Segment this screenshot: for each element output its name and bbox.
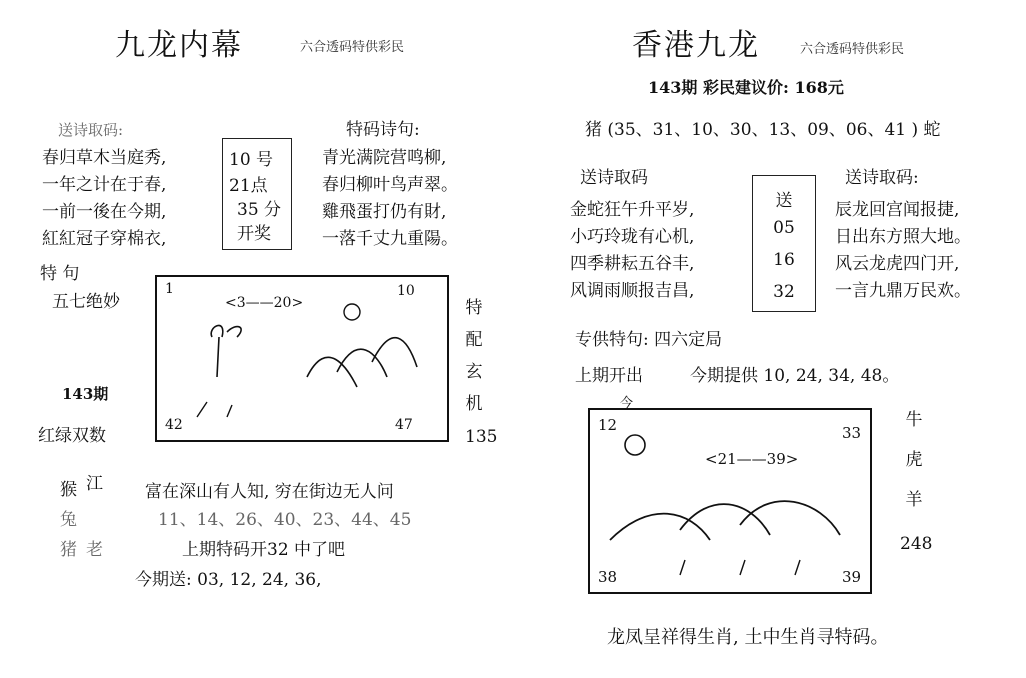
left-poem-header: 送诗取码: [58, 121, 124, 139]
poem-line: 雞飛蛋打仍有財, [322, 202, 447, 222]
vertical-char: 机 [465, 394, 483, 414]
left-sketch [155, 275, 449, 442]
special-verse: 五七绝妙 [52, 292, 120, 312]
this-issue-send: 今期送: 03, 12, 24, 36, [135, 570, 322, 590]
poem-line: 金蛇狂午升平岁, [570, 200, 695, 220]
draw-label: 开奖 [237, 224, 271, 244]
red-green-label: 红绿双数 [38, 426, 106, 446]
sketch-bottom-right: 47 [395, 417, 413, 433]
vertical-char: 虎 [905, 450, 923, 470]
poem-line: 辰龙回宫闻报捷, [835, 200, 960, 220]
send-label: 送 [775, 191, 793, 211]
side-word: 老 [86, 540, 103, 560]
sketch-drawing [590, 410, 870, 592]
sketch-top-right: 33 [842, 424, 862, 442]
special-poem-header: 特码诗句: [346, 120, 420, 140]
right-vertical-animals [902, 400, 926, 520]
vertical-char: 牛 [905, 410, 923, 430]
left-title: 九龙内幕 [115, 28, 243, 63]
left-poem [42, 148, 166, 256]
sketch-top-right: 10 [397, 283, 415, 299]
sketch-bottom-left: 38 [598, 568, 618, 586]
this-issue-offer: 今期提供 10, 24, 34, 48。 [690, 366, 900, 386]
sketch-range: <21——39> [705, 450, 799, 468]
right-poem-right [835, 200, 971, 308]
poem-line: 四季耕耘五谷丰, [570, 254, 695, 274]
send-number: 32 [773, 282, 795, 302]
send-box [752, 175, 816, 312]
send-number: 16 [773, 250, 795, 270]
right-poem-header-right: 送诗取码: [845, 168, 919, 188]
draw-number: 10 号 [229, 150, 274, 170]
poem-line: 风云龙虎四门开, [835, 254, 960, 274]
sketch-top-left: 1 [165, 281, 174, 297]
right-vertical-number: 248 [900, 534, 933, 554]
vertical-char: 玄 [465, 362, 483, 382]
left-issue: 143期 [62, 385, 109, 403]
poem-line: 风调雨顺报吉昌, [570, 281, 695, 301]
side-word: 猴 [60, 480, 77, 500]
send-number: 05 [773, 218, 795, 238]
right-footer: 龙凤呈祥得生肖, 土中生肖寻特码。 [607, 627, 889, 648]
proverb: 富在深山有人知, 穷在街边无人问 [145, 482, 394, 502]
poem-line: 一落千丈九重陽。 [322, 229, 458, 249]
poem-line: 春归柳叶鸟声翠。 [322, 175, 458, 195]
left-vertical-label [462, 292, 486, 420]
numbers-line: 11、14、26、40、23、44、45 [158, 510, 412, 530]
special-poem [322, 148, 458, 256]
vertical-char: 羊 [905, 490, 923, 510]
sketch-top-left: 12 [598, 416, 618, 434]
left-subtitle: 六合透码特供彩民 [300, 40, 405, 55]
sketch-bottom-right: 39 [842, 568, 862, 586]
vertical-char: 配 [465, 330, 483, 350]
sketch-range: <3——20> [225, 295, 304, 311]
draw-minute: 35 分 [237, 200, 282, 220]
side-word: 江 [86, 474, 103, 494]
right-sketch [588, 408, 872, 594]
right-poem-header-left: 送诗取码 [580, 168, 648, 188]
last-issue-note: 上期特码开32 中了吧 [182, 540, 346, 560]
side-word: 兔 [60, 510, 77, 530]
poem-line: 春归草木当庭秀, [42, 148, 167, 168]
draw-time-box [222, 138, 292, 250]
poem-line: 一前一後在今期, [42, 202, 167, 222]
poem-line: 一言九鼎万民欢。 [835, 281, 971, 301]
special-verse-label: 特 句 [40, 264, 80, 284]
draw-hour: 21点 [229, 176, 268, 196]
right-poem-left [570, 200, 694, 308]
vertical-char: 特 [465, 298, 483, 318]
right-special-verse: 专供特句: 四六定局 [575, 330, 723, 350]
poem-line: 一年之计在于春, [42, 175, 167, 195]
poem-line: 日出东方照大地。 [835, 227, 971, 247]
right-subtitle: 六合透码特供彩民 [800, 42, 905, 57]
sketch-bottom-left: 42 [165, 417, 183, 433]
left-vertical-number: 135 [465, 427, 498, 447]
sketch-top-mark: 今 [620, 396, 634, 411]
issue-price: 143期 彩民建议价: 168元 [648, 78, 844, 97]
last-issue-label: 上期开出 [575, 366, 643, 386]
pig-line: 猪 (35、31、10、30、13、09、06、41 ) 蛇 [585, 120, 941, 140]
right-title: 香港九龙 [632, 28, 760, 63]
side-word: 猪 [60, 540, 77, 560]
poem-line: 小巧玲珑有心机, [570, 227, 695, 247]
poem-line: 紅紅冠子穿棉衣, [42, 229, 167, 249]
poem-line: 青光满院营鸣柳, [322, 148, 447, 168]
